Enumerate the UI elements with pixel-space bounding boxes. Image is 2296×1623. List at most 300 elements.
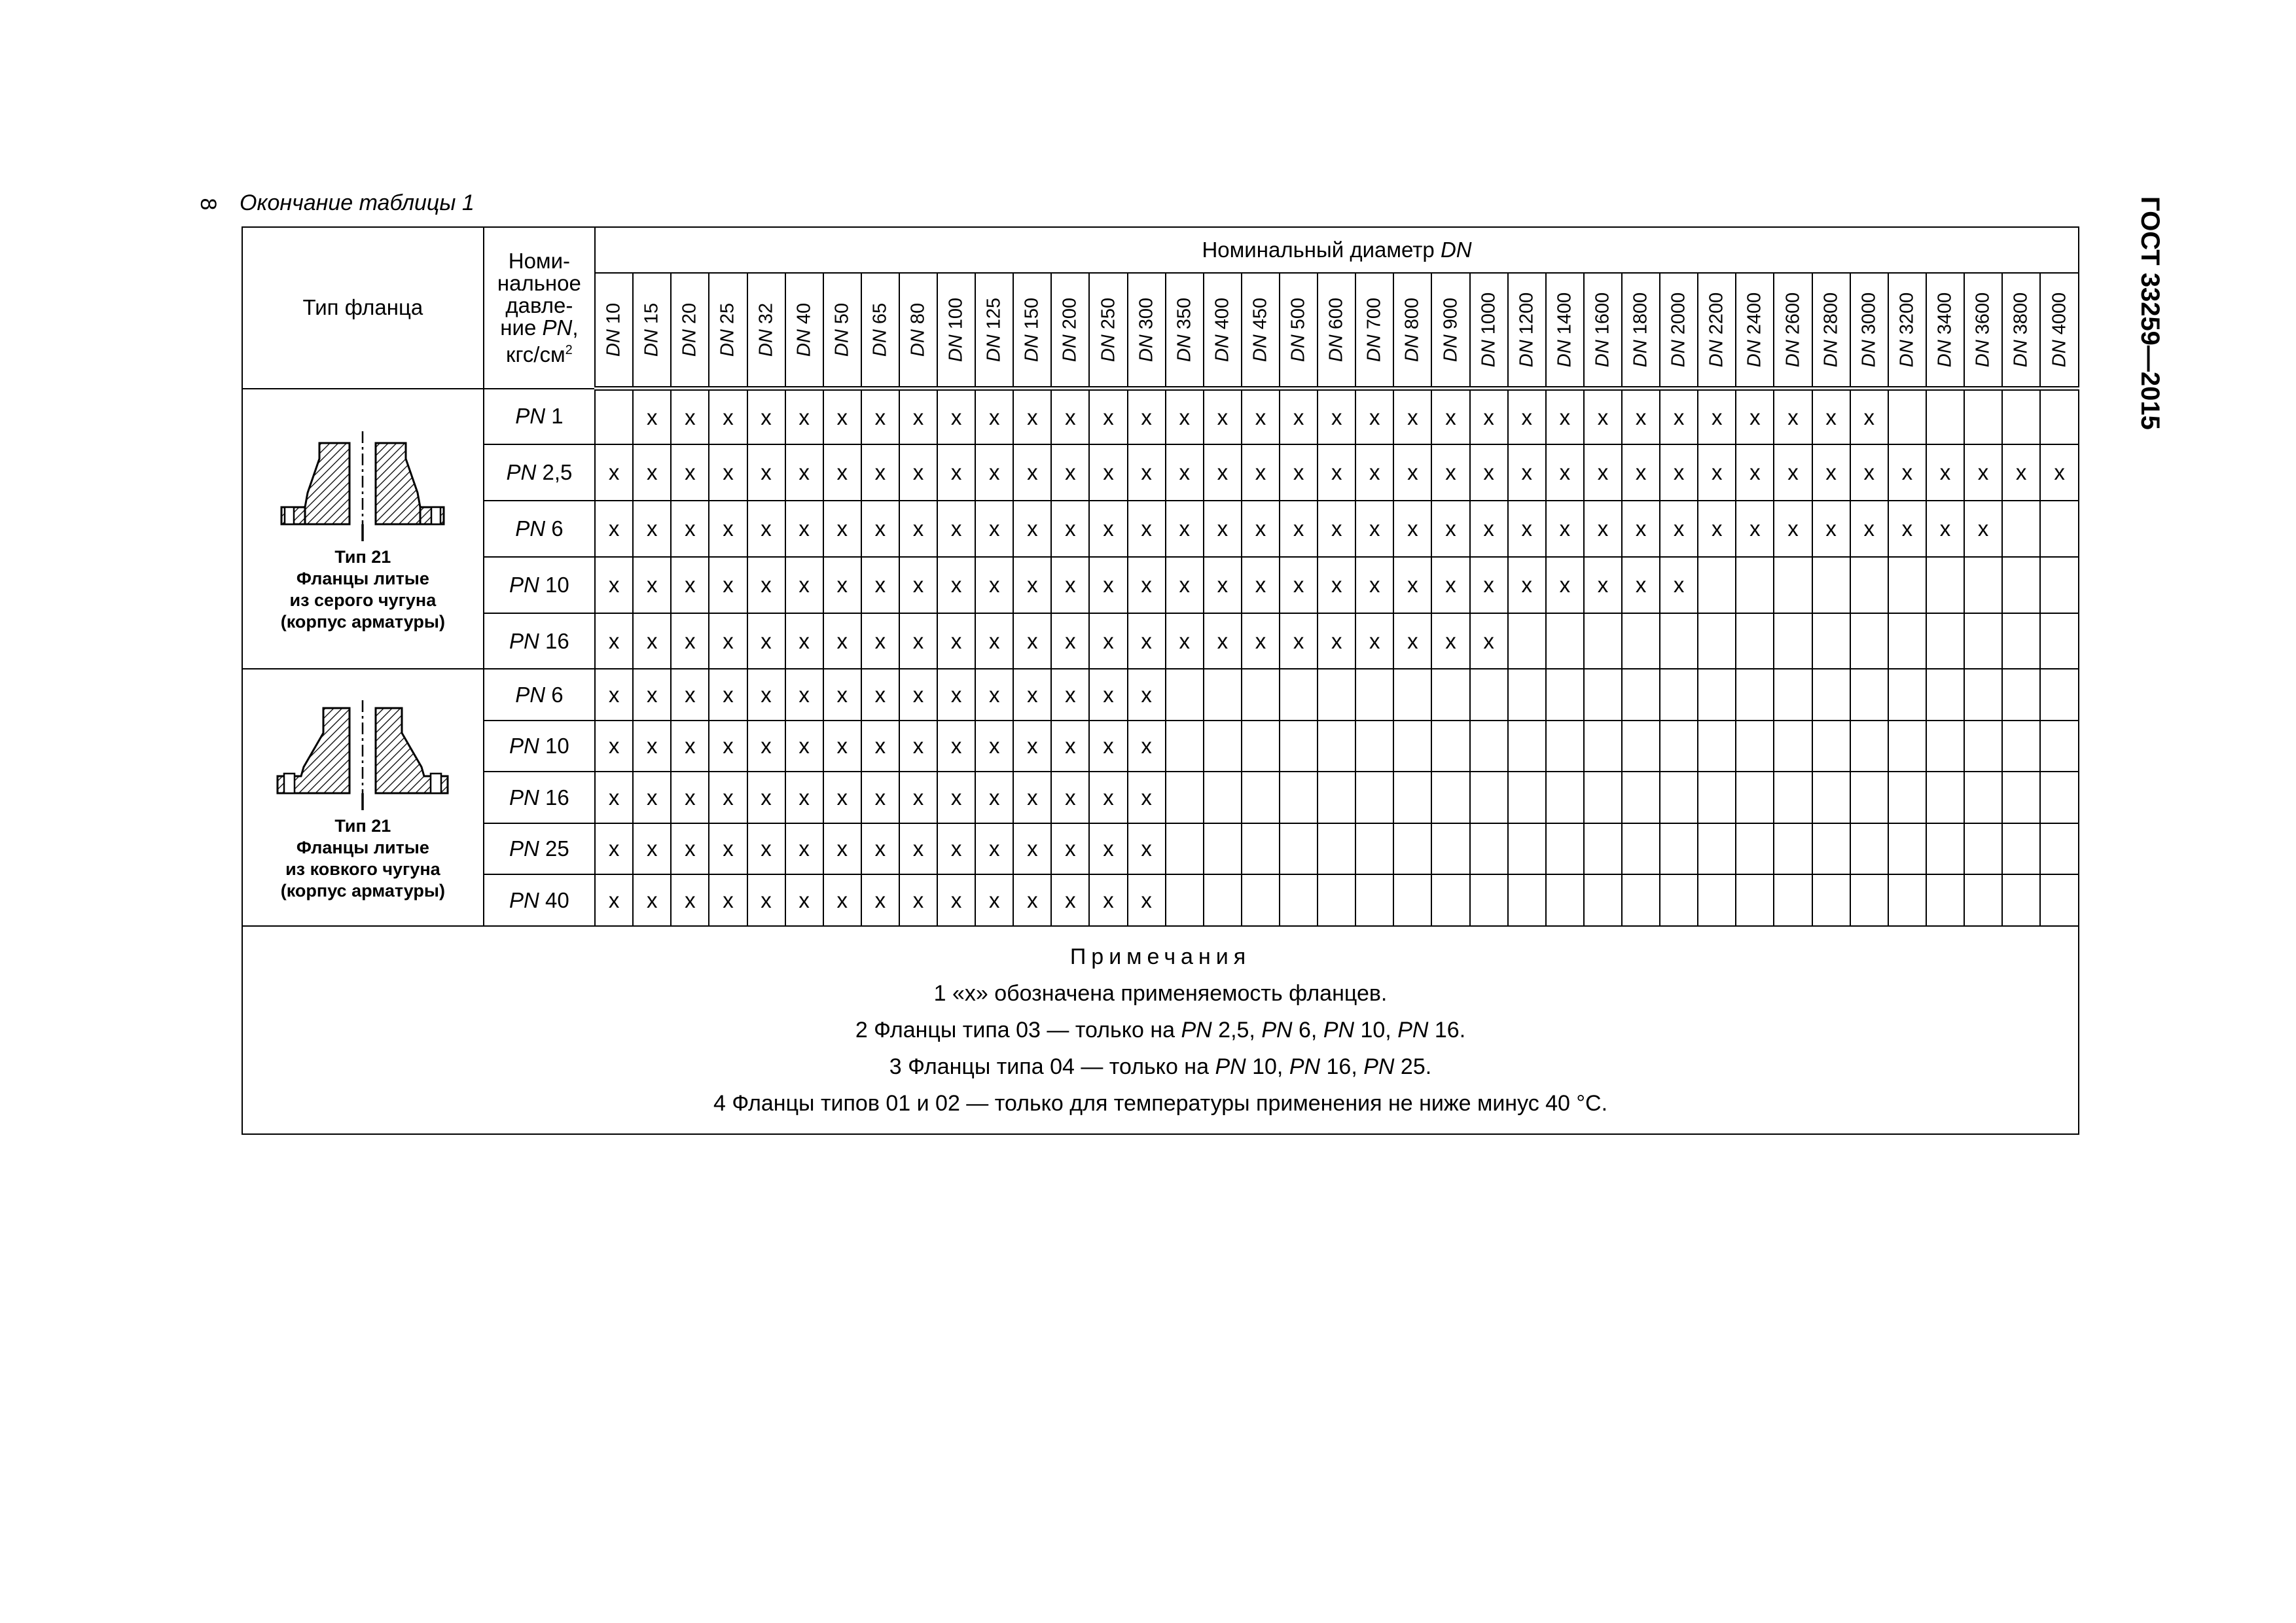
applicability-cell: x <box>1013 444 1051 501</box>
applicability-cell <box>1242 823 1280 874</box>
applicability-cell <box>1888 557 1926 613</box>
applicability-cell: x <box>747 874 785 925</box>
applicability-cell <box>1508 669 1546 720</box>
applicability-cell <box>2002 874 2040 925</box>
applicability-cell: x <box>937 772 975 823</box>
applicability-cell <box>1470 669 1508 720</box>
applicability-cell: x <box>1242 444 1280 501</box>
applicability-cell <box>1355 669 1393 720</box>
applicability-cell <box>1508 721 1546 772</box>
applicability-cell <box>1888 389 1926 445</box>
pressure-header <box>484 227 595 389</box>
applicability-cell: x <box>861 389 899 445</box>
applicability-cell: x <box>1318 444 1355 501</box>
applicability-cell <box>1166 874 1204 925</box>
applicability-cell <box>1318 874 1355 925</box>
applicability-cell <box>1698 772 1736 823</box>
flange-type-caption <box>243 546 483 633</box>
applicability-cell: x <box>823 772 861 823</box>
pressure-header-line: Номи- <box>508 248 571 273</box>
dn-column-label: DN 2200 <box>1706 292 1727 368</box>
applicability-cell: x <box>1584 444 1622 501</box>
applicability-cell <box>1318 823 1355 874</box>
applicability-cell: x <box>2040 444 2079 501</box>
applicability-cell: x <box>1089 669 1127 720</box>
applicability-cell: x <box>595 501 633 557</box>
applicability-cell: x <box>1280 613 1318 669</box>
applicability-cell: x <box>975 501 1013 557</box>
applicability-cell: x <box>747 613 785 669</box>
applicability-cell: x <box>861 823 899 874</box>
applicability-cell: x <box>1660 389 1698 445</box>
applicability-cell: x <box>709 501 747 557</box>
applicability-cell <box>1660 874 1698 925</box>
flange-drawing-icon <box>264 694 461 812</box>
dn-column-label: DN 350 <box>1174 297 1195 363</box>
pressure-cell: PN 6 <box>484 669 595 720</box>
flange-caption-line: Тип 21 <box>334 546 391 567</box>
dn-column-label: DN 2000 <box>1668 292 1689 368</box>
applicability-cell <box>1926 669 1964 720</box>
applicability-cell: x <box>1660 557 1698 613</box>
applicability-cell <box>1584 669 1622 720</box>
dn-column-label: DN 2600 <box>1782 292 1803 368</box>
applicability-cell: x <box>899 389 937 445</box>
applicability-cell: x <box>785 444 823 501</box>
applicability-cell: x <box>1470 613 1508 669</box>
applicability-cell: x <box>1051 823 1089 874</box>
notes-row <box>242 926 2079 1134</box>
applicability-cell <box>1774 772 1812 823</box>
applicability-cell: x <box>1622 501 1660 557</box>
applicability-cell: x <box>1128 874 1166 925</box>
table-row <box>242 772 2079 823</box>
applicability-cell: x <box>861 772 899 823</box>
applicability-cell: x <box>1546 501 1584 557</box>
dn-column-header <box>1280 273 1318 389</box>
applicability-cell: x <box>1013 389 1051 445</box>
applicability-cell: x <box>1089 389 1127 445</box>
applicability-cell: x <box>1013 557 1051 613</box>
applicability-cell <box>1888 669 1926 720</box>
applicability-cell: x <box>1318 501 1355 557</box>
applicability-cell <box>1318 721 1355 772</box>
applicability-cell: x <box>671 721 709 772</box>
dn-column-label: DN 1400 <box>1554 292 1575 368</box>
applicability-cell: x <box>1850 389 1888 445</box>
applicability-cell: x <box>1508 444 1546 501</box>
applicability-cell: x <box>1774 389 1812 445</box>
flange-type-cell <box>242 389 484 669</box>
dn-column-label: DN 80 <box>907 302 929 357</box>
applicability-cell: x <box>899 444 937 501</box>
applicability-cell: x <box>1166 613 1204 669</box>
applicability-cell: x <box>785 669 823 720</box>
applicability-cell <box>1546 874 1584 925</box>
page-number: 8 <box>196 198 221 211</box>
applicability-cell <box>1850 669 1888 720</box>
applicability-cell: x <box>1051 444 1089 501</box>
applicability-cell <box>1736 874 1774 925</box>
flange-applicability-table <box>242 226 2079 1135</box>
applicability-cell: x <box>1622 557 1660 613</box>
pressure-cell: PN 10 <box>484 557 595 613</box>
applicability-cell: x <box>1393 613 1431 669</box>
applicability-cell <box>1622 669 1660 720</box>
applicability-cell: x <box>975 444 1013 501</box>
applicability-cell: x <box>1089 501 1127 557</box>
applicability-cell: x <box>975 613 1013 669</box>
pressure-header-line: кгс/$см^2$ <box>506 342 573 366</box>
applicability-cell: x <box>899 721 937 772</box>
applicability-cell: x <box>747 772 785 823</box>
applicability-cell <box>1736 772 1774 823</box>
applicability-cell <box>1774 669 1812 720</box>
table-row <box>242 444 2079 501</box>
applicability-cell: x <box>1051 613 1089 669</box>
applicability-cell <box>1812 772 1850 823</box>
dn-column-label: DN 10 <box>603 302 624 357</box>
applicability-cell: x <box>823 557 861 613</box>
dn-column-header <box>1242 273 1280 389</box>
applicability-cell <box>1622 874 1660 925</box>
applicability-cell <box>1622 772 1660 823</box>
applicability-cell <box>1318 669 1355 720</box>
applicability-cell: x <box>633 444 671 501</box>
applicability-cell: x <box>1051 721 1089 772</box>
applicability-cell <box>2040 557 2079 613</box>
note-item: 1 «х» обозначена применяемость фланцев. <box>933 980 1388 1006</box>
applicability-cell <box>2002 613 2040 669</box>
applicability-cell: x <box>747 823 785 874</box>
applicability-cell: x <box>1546 557 1584 613</box>
applicability-cell <box>2040 389 2079 445</box>
applicability-cell: x <box>1166 389 1204 445</box>
dn-column-header <box>709 273 747 389</box>
applicability-cell: x <box>671 874 709 925</box>
applicability-cell <box>1698 823 1736 874</box>
applicability-cell: x <box>1128 501 1166 557</box>
applicability-cell: x <box>1698 501 1736 557</box>
dn-column-label: DN 65 <box>869 302 891 357</box>
applicability-cell <box>1698 613 1736 669</box>
applicability-cell: x <box>709 823 747 874</box>
applicability-cell <box>1393 669 1431 720</box>
dn-column-header <box>1204 273 1242 389</box>
applicability-cell: x <box>747 501 785 557</box>
applicability-cell: x <box>975 389 1013 445</box>
applicability-cell: x <box>975 721 1013 772</box>
applicability-cell <box>2040 613 2079 669</box>
dn-column-header <box>1318 273 1355 389</box>
applicability-cell: x <box>709 721 747 772</box>
applicability-cell: x <box>1431 389 1469 445</box>
applicability-cell: x <box>823 823 861 874</box>
note-item: 4 Фланцы типов 01 и 02 — только для температуры применения не ниже минус 40 °С. <box>713 1090 1608 1116</box>
applicability-cell <box>1812 721 1850 772</box>
applicability-cell: x <box>785 823 823 874</box>
applicability-cell: x <box>937 444 975 501</box>
applicability-cell: x <box>899 557 937 613</box>
dn-column-label: DN 3600 <box>1972 292 1994 368</box>
applicability-cell: x <box>1888 444 1926 501</box>
applicability-cell <box>595 389 633 445</box>
applicability-cell: x <box>595 721 633 772</box>
applicability-cell <box>2002 389 2040 445</box>
applicability-cell: x <box>1774 444 1812 501</box>
applicability-cell <box>1584 874 1622 925</box>
applicability-cell: x <box>1431 613 1469 669</box>
applicability-cell: x <box>1051 389 1089 445</box>
applicability-cell: x <box>1051 772 1089 823</box>
applicability-cell: x <box>633 669 671 720</box>
applicability-cell <box>2040 823 2079 874</box>
applicability-cell: x <box>595 557 633 613</box>
applicability-cell <box>1888 823 1926 874</box>
applicability-cell: x <box>1013 613 1051 669</box>
applicability-cell: x <box>1013 772 1051 823</box>
applicability-cell <box>1774 613 1812 669</box>
applicability-cell: x <box>899 613 937 669</box>
dn-column-header <box>823 273 861 389</box>
applicability-cell: x <box>1242 557 1280 613</box>
applicability-cell: x <box>1013 721 1051 772</box>
dn-column-label: DN 40 <box>793 302 815 357</box>
applicability-cell <box>2040 721 2079 772</box>
table-row <box>242 389 2079 445</box>
applicability-cell <box>1393 823 1431 874</box>
note-item: 3 Фланцы типа 04 — только на PN 10, PN 16, PN 25. <box>889 1054 1432 1079</box>
applicability-cell: x <box>1355 389 1393 445</box>
applicability-cell: x <box>1660 501 1698 557</box>
table-caption: Окончание таблицы 1 <box>240 190 475 215</box>
applicability-cell <box>1242 772 1280 823</box>
dn-column-header <box>1888 273 1926 389</box>
applicability-cell: x <box>1508 557 1546 613</box>
applicability-cell: x <box>1089 874 1127 925</box>
applicability-cell <box>1355 823 1393 874</box>
dn-column-header <box>1812 273 1850 389</box>
pressure-cell: PN 10 <box>484 721 595 772</box>
dn-column-header <box>1698 273 1736 389</box>
applicability-cell: x <box>1204 501 1242 557</box>
applicability-cell: x <box>823 874 861 925</box>
applicability-cell <box>1470 874 1508 925</box>
dn-column-header <box>671 273 709 389</box>
applicability-cell: x <box>861 557 899 613</box>
applicability-cell: x <box>823 721 861 772</box>
applicability-cell <box>1850 772 1888 823</box>
applicability-cell <box>1166 669 1204 720</box>
applicability-cell: x <box>1204 389 1242 445</box>
applicability-cell <box>1926 772 1964 823</box>
applicability-cell <box>2002 669 2040 720</box>
applicability-cell <box>1736 669 1774 720</box>
applicability-cell <box>2040 501 2079 557</box>
dn-column-label: DN 600 <box>1325 297 1347 363</box>
applicability-cell <box>1964 389 2002 445</box>
applicability-cell: x <box>1736 444 1774 501</box>
dn-column-label: DN 3800 <box>2010 292 2032 368</box>
dn-column-label: DN 500 <box>1287 297 1309 363</box>
dn-column-header <box>937 273 975 389</box>
applicability-cell <box>1508 823 1546 874</box>
pressure-header-line: давле- <box>505 293 573 317</box>
applicability-cell: x <box>1431 444 1469 501</box>
applicability-cell: x <box>823 613 861 669</box>
applicability-cell <box>1698 874 1736 925</box>
applicability-cell: x <box>1204 444 1242 501</box>
type-header: Тип фланца <box>242 227 484 389</box>
applicability-cell <box>1431 874 1469 925</box>
applicability-cell: x <box>1089 613 1127 669</box>
applicability-cell <box>1926 613 1964 669</box>
applicability-cell: x <box>1812 389 1850 445</box>
applicability-cell <box>2002 823 2040 874</box>
applicability-cell: x <box>861 501 899 557</box>
flange-caption-line: из ковкого чугуна <box>285 859 440 879</box>
dn-column-header <box>1166 273 1204 389</box>
applicability-cell: x <box>1546 444 1584 501</box>
dn-column-header <box>1546 273 1584 389</box>
applicability-cell: x <box>633 613 671 669</box>
applicability-cell: x <box>1660 444 1698 501</box>
applicability-cell: x <box>975 772 1013 823</box>
dn-column-header <box>1508 273 1546 389</box>
applicability-cell: x <box>861 874 899 925</box>
dn-column-label: DN 2800 <box>1820 292 1842 368</box>
applicability-cell: x <box>747 669 785 720</box>
applicability-cell: x <box>595 669 633 720</box>
applicability-cell: x <box>1431 501 1469 557</box>
dn-column-header <box>1355 273 1393 389</box>
applicability-cell <box>1431 823 1469 874</box>
dn-column-label: DN 50 <box>831 302 853 357</box>
applicability-cell: x <box>937 721 975 772</box>
applicability-cell <box>1812 823 1850 874</box>
applicability-cell: x <box>595 874 633 925</box>
applicability-cell <box>1698 557 1736 613</box>
applicability-cell: x <box>633 874 671 925</box>
notes-title: Примечания <box>1069 944 1251 969</box>
applicability-cell <box>1850 613 1888 669</box>
applicability-cell: x <box>671 772 709 823</box>
applicability-cell <box>1318 772 1355 823</box>
applicability-cell: x <box>1964 444 2002 501</box>
dn-column-header <box>1393 273 1431 389</box>
pressure-cell: PN 16 <box>484 772 595 823</box>
notes-cell <box>242 926 2079 1134</box>
applicability-cell <box>1964 557 2002 613</box>
applicability-cell: x <box>1051 669 1089 720</box>
dn-column-header <box>1013 273 1051 389</box>
dn-column-header <box>2002 273 2040 389</box>
applicability-cell: x <box>1318 557 1355 613</box>
applicability-cell <box>1355 772 1393 823</box>
applicability-cell: x <box>1318 613 1355 669</box>
applicability-cell: x <box>1622 389 1660 445</box>
applicability-cell: x <box>785 389 823 445</box>
flange-type-caption <box>243 815 483 902</box>
dn-column-header <box>1431 273 1469 389</box>
applicability-cell: x <box>671 613 709 669</box>
dn-column-header <box>2040 273 2079 389</box>
applicability-cell <box>2040 874 2079 925</box>
applicability-cell <box>1546 669 1584 720</box>
applicability-cell: x <box>709 557 747 613</box>
applicability-cell <box>1888 874 1926 925</box>
dn-column-header <box>1128 273 1166 389</box>
applicability-cell <box>1508 874 1546 925</box>
applicability-cell <box>1355 874 1393 925</box>
applicability-cell: x <box>1964 501 2002 557</box>
applicability-cell <box>1622 823 1660 874</box>
applicability-cell: x <box>899 874 937 925</box>
applicability-cell: x <box>1204 557 1242 613</box>
applicability-cell: x <box>595 772 633 823</box>
applicability-cell <box>1698 669 1736 720</box>
dn-column-label: DN 3400 <box>1934 292 1956 368</box>
applicability-cell <box>1850 874 1888 925</box>
applicability-cell: x <box>1128 772 1166 823</box>
applicability-cell <box>1774 557 1812 613</box>
table-row <box>242 557 2079 613</box>
applicability-cell <box>1204 874 1242 925</box>
applicability-cell: x <box>633 823 671 874</box>
applicability-cell: x <box>1850 501 1888 557</box>
applicability-cell: x <box>1888 501 1926 557</box>
applicability-cell: x <box>937 389 975 445</box>
applicability-cell <box>1926 389 1964 445</box>
applicability-cell <box>1736 613 1774 669</box>
applicability-cell <box>2002 501 2040 557</box>
dn-column-label: DN 900 <box>1440 297 1462 363</box>
applicability-cell: x <box>709 613 747 669</box>
applicability-cell <box>1546 823 1584 874</box>
dn-column-header <box>1774 273 1812 389</box>
applicability-cell <box>1204 669 1242 720</box>
applicability-cell: x <box>671 669 709 720</box>
applicability-cell <box>1355 721 1393 772</box>
applicability-cell <box>1660 669 1698 720</box>
applicability-cell <box>1812 874 1850 925</box>
applicability-cell: x <box>975 823 1013 874</box>
applicability-cell <box>1431 721 1469 772</box>
applicability-cell <box>1888 721 1926 772</box>
applicability-cell <box>1584 613 1622 669</box>
dn-group-header: Номинальный диаметр DN <box>595 227 2079 273</box>
flange-drawing-icon <box>264 425 461 543</box>
applicability-cell <box>1622 721 1660 772</box>
applicability-cell <box>1584 721 1622 772</box>
applicability-cell <box>1584 823 1622 874</box>
applicability-cell: x <box>975 874 1013 925</box>
applicability-cell: x <box>709 669 747 720</box>
applicability-cell: x <box>975 669 1013 720</box>
dn-column-label: DN 1800 <box>1630 292 1651 368</box>
applicability-cell: x <box>1926 444 1964 501</box>
applicability-cell <box>1166 721 1204 772</box>
applicability-cell <box>1774 721 1812 772</box>
applicability-cell: x <box>1128 557 1166 613</box>
table-row <box>242 874 2079 925</box>
applicability-cell: x <box>1736 501 1774 557</box>
dn-column-header <box>1736 273 1774 389</box>
applicability-cell: x <box>709 772 747 823</box>
applicability-cell: x <box>1013 823 1051 874</box>
dn-column-label: DN 1000 <box>1478 292 1499 368</box>
applicability-cell: x <box>1355 501 1393 557</box>
